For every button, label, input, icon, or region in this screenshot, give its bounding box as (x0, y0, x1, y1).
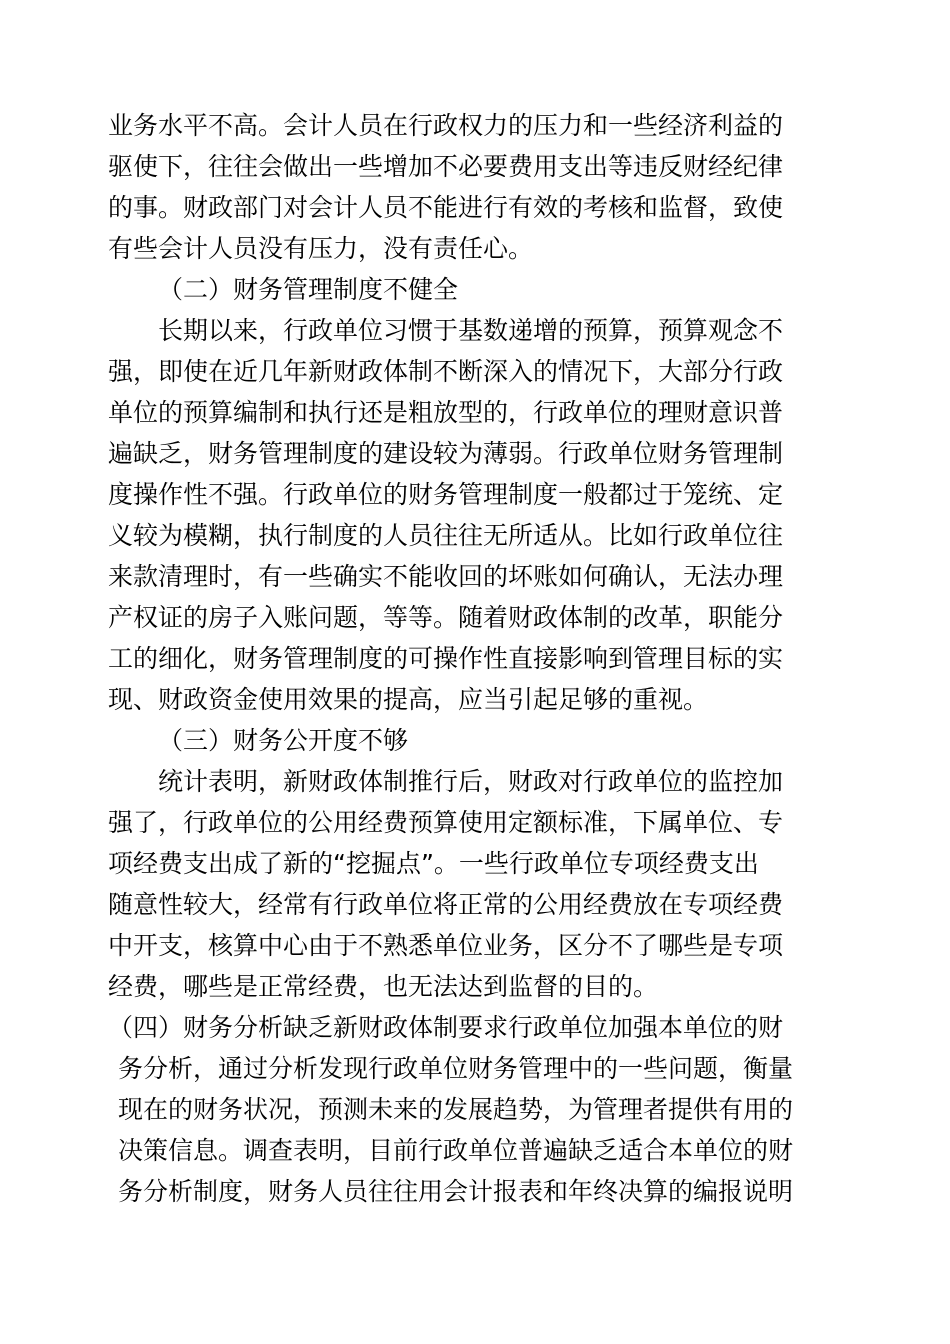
text-line-22: 经费，哪些是正常经费，也无法达到监督的目的。 (108, 972, 659, 1001)
text-line-18: 强了，行政单位的公用经费预算使用定额标准，下属单位、专 (108, 808, 784, 837)
section-heading-3: （三）财务公开度不够 (158, 726, 409, 755)
text-line-14: 工的细化，财务管理制度的可操作性直接影响到管理目标的实 (108, 644, 784, 673)
text-line-15: 现、财政资金使用效果的提高，应当引起足够的重视。 (108, 685, 709, 714)
text-line-7: 强，即使在近几年新财政体制不断深入的情况下，大部分行政 (108, 357, 784, 386)
section-heading-2: （二）财务管理制度不健全 (158, 275, 459, 304)
text-line-21: 中开支，核算中心由于不熟悉单位业务，区分不了哪些是专项 (108, 931, 784, 960)
text-line-2: 驱使下，往往会做出一些增加不必要费用支出等违反财经纪律 (108, 152, 784, 181)
text-line-4: 有些会计人员没有压力，没有责任心。 (108, 234, 534, 263)
text-line-17: 统计表明，新财政体制推行后，财政对行政单位的监控加 (158, 767, 784, 796)
text-line-1: 业务水平不高。会计人员在行政权力的压力和一些经济利益的 (108, 111, 784, 140)
text-line-24: 务分析，通过分析发现行政单位财务管理中的一些问题，衡量 (118, 1054, 794, 1083)
text-line-27: 务分析制度，财务人员往往用会计报表和年终决算的编报说明 (118, 1177, 794, 1206)
text-line-12: 来款清理时，有一些确实不能收回的坏账如何确认，无法办理 (108, 562, 784, 591)
text-line-11: 义较为模糊，执行制度的人员往往无所适从。比如行政单位往 (108, 521, 784, 550)
text-line-25: 现在的财务状况，预测未来的发展趋势，为管理者提供有用的 (118, 1095, 794, 1124)
text-line-10: 度操作性不强。行政单位的财务管理制度一般都过于笼统、定 (108, 480, 784, 509)
text-line-13: 产权证的房子入账问题，等等。随着财政体制的改革，职能分 (108, 603, 784, 632)
text-line-6: 长期以来，行政单位习惯于基数递增的预算，预算观念不 (158, 316, 784, 345)
text-line-3: 的事。财政部门对会计人员不能进行有效的考核和监督，致使 (108, 193, 784, 222)
text-line-9: 遍缺乏，财务管理制度的建设较为薄弱。行政单位财务管理制 (108, 439, 784, 468)
section-heading-4: （四）财务分析缺乏新财政体制要求行政单位加强本单位的财 (108, 1013, 784, 1042)
text-line-8: 单位的预算编制和执行还是粗放型的，行政单位的理财意识普 (108, 398, 784, 427)
text-line-19: 项经费支出成了新的“挖掘点”。一些行政单位专项经费支出 (108, 849, 759, 878)
text-line-20: 随意性较大，经常有行政单位将正常的公用经费放在专项经费 (108, 890, 784, 919)
text-line-26: 决策信息。调查表明，目前行政单位普遍缺乏适合本单位的财 (118, 1136, 794, 1165)
